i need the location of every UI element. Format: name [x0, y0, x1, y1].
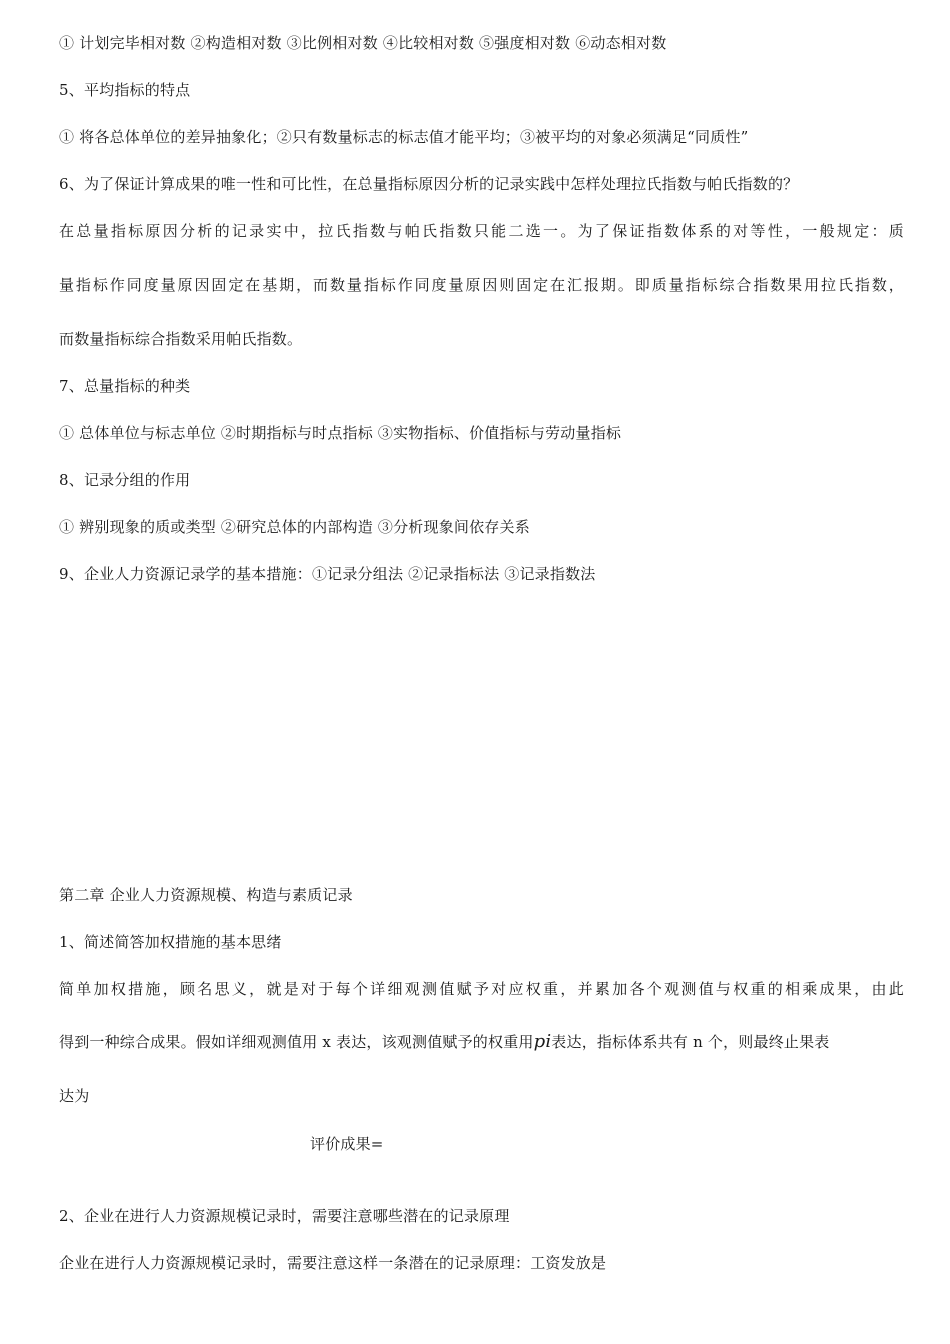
question-7-answer: ① 总体单位与标志单位 ②时期指标与时点指标 ③实物指标、价值指标与劳动量指标: [59, 424, 622, 442]
chapter-2-question-2-answer: 企业在进行人力资源规模记录时，需要注意这样一条潜在的记录原理：工资发放是: [59, 1254, 607, 1272]
question-8-title: 8、记录分组的作用: [59, 471, 191, 489]
relative-number-types-list: ① 计划完毕相对数 ②构造相对数 ③比例相对数 ④比较相对数 ⑤强度相对数 ⑥动态相对数: [59, 34, 667, 52]
question-6-title: 6、为了保证计算成果的唯一性和可比性，在总量指标原因分析的记录实践中怎样处理拉氏指数与帕氏指数的？: [59, 175, 799, 193]
chapter-2-question-1-answer-line-2: [59, 1032, 830, 1052]
answer-line-2-part-a: 得到一种综合成果。假如详细观测值用 x 表达，该观测值赋予的权重用: [59, 1033, 534, 1051]
question-7-title: 7、总量指标的种类: [59, 377, 191, 395]
answer-line-2-part-b: 表达，指标体系共有 n 个，则最终止果表: [551, 1033, 830, 1051]
chapter-2-question-1-answer-line-3: 达为: [59, 1087, 90, 1105]
chapter-2-title: 第二章 企业人力资源规模、构造与素质记录: [59, 886, 353, 904]
question-8-answer: ① 辨别现象的质或类型 ②研究总体的内部构造 ③分析现象间依存关系: [59, 518, 530, 536]
question-6-answer-line-3: 而数量指标综合指数采用帕氏指数。: [59, 330, 303, 348]
question-6-answer-line-1: 在总量指标原因分析的记录实中，拉氏指数与帕氏指数只能二选一。为了保证指数体系的对等性，一般规定：质: [59, 222, 904, 240]
weight-symbol-pi: pi: [533, 1031, 552, 1052]
question-9-title: 9、企业人力资源记录学的基本措施：①记录分组法 ②记录指标法 ③记录指数法: [59, 565, 596, 583]
question-5-title: 5、平均指标的特点: [59, 81, 191, 99]
chapter-2-question-1-answer-line-1: 简单加权措施，顾名思义，就是对于每个详细观测值赋予对应权重，并累加各个观测值与权重的相乘成果，由此: [59, 980, 904, 998]
chapter-2-question-1-title: 1、简述简答加权措施的基本思绪: [59, 933, 282, 951]
chapter-2-question-2-title: 2、企业在进行人力资源规模记录时，需要注意哪些潜在的记录原理: [59, 1207, 510, 1225]
question-5-answer: ① 将各总体单位的差异抽象化；②只有数量标志的标志值才能平均；③被平均的对象必须满足“同质性”: [59, 128, 749, 146]
question-6-answer-line-2: 量指标作同度量原因固定在基期，而数量指标作同度量原因则固定在汇报期。即质量指标综合指数果用拉氏指数，: [59, 276, 904, 294]
evaluation-result-formula-label: 评价成果=: [310, 1135, 384, 1153]
